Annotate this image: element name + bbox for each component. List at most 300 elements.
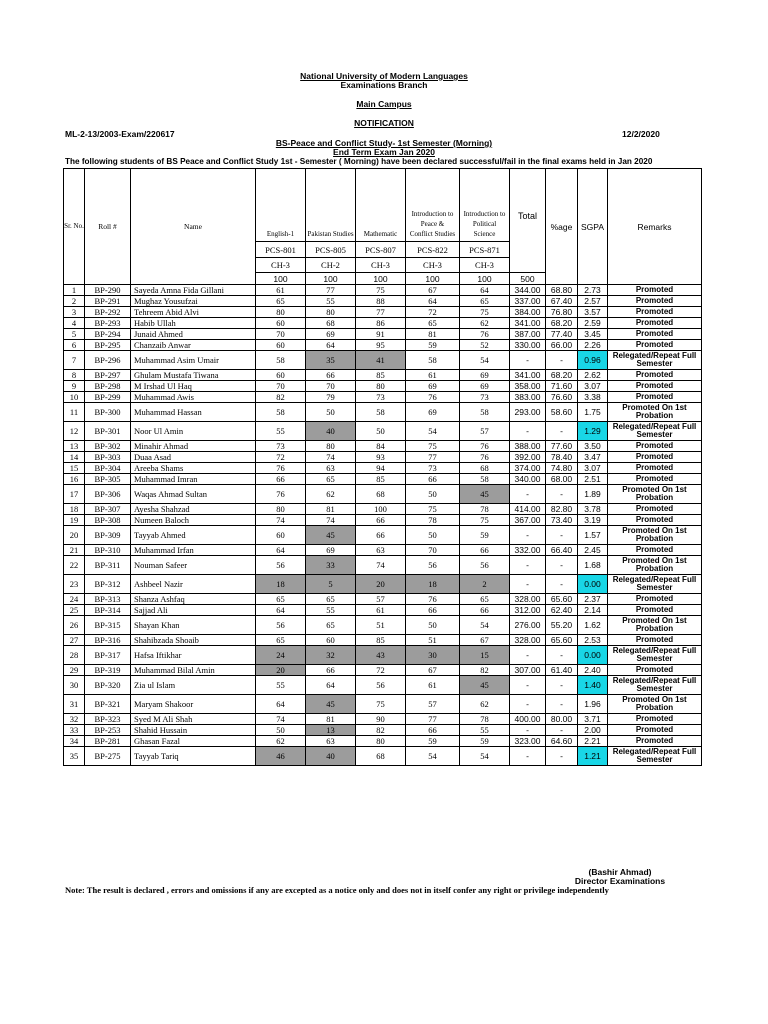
row-subject-mark: 75	[356, 285, 406, 296]
row-sgpa: 1.96	[578, 695, 608, 714]
row-total: 328.00	[510, 635, 546, 646]
row-sr-no: 12	[64, 422, 85, 441]
row-total: -	[510, 485, 546, 504]
row-subject-mark: 76	[256, 485, 306, 504]
row-percentage: 68.00	[546, 474, 578, 485]
row-subject-mark: 58	[460, 474, 510, 485]
row-subject-mark: 66	[460, 605, 510, 616]
row-subject-mark: 84	[356, 441, 406, 452]
row-total: 374.00	[510, 463, 546, 474]
row-percentage: 76.80	[546, 307, 578, 318]
col-header-subject-5: Introduction to Political Science	[460, 169, 510, 242]
row-subject-mark: 58	[406, 351, 460, 370]
row-remarks: Promoted	[608, 736, 702, 747]
row-remarks: Promoted	[608, 441, 702, 452]
row-student-name: Muhammad Imran	[131, 474, 256, 485]
row-roll-number: BP-311	[85, 556, 131, 575]
row-sgpa: 2.57	[578, 296, 608, 307]
university-title: National University of Modern Languages	[300, 71, 468, 81]
row-sr-no: 30	[64, 676, 85, 695]
subject-credit-hours: CH-3	[406, 258, 460, 273]
row-subject-mark: 67	[406, 665, 460, 676]
row-remarks: Promoted On 1st Probation	[608, 485, 702, 504]
row-subject-mark: 74	[256, 714, 306, 725]
row-roll-number: BP-292	[85, 307, 131, 318]
row-remarks: Relegated/Repeat Full Semester	[608, 422, 702, 441]
col-header-subject-4: Introduction to Peace & Conflict Studies	[406, 169, 460, 242]
table-row	[64, 392, 702, 403]
table-row	[64, 515, 702, 526]
row-total: -	[510, 422, 546, 441]
row-roll-number: BP-320	[85, 676, 131, 695]
row-subject-mark: 74	[306, 515, 356, 526]
row-roll-number: BP-314	[85, 605, 131, 616]
row-remarks: Promoted	[608, 340, 702, 351]
row-total: 332.00	[510, 545, 546, 556]
row-student-name: Minahir Ahmad	[131, 441, 256, 452]
row-sgpa: 2.53	[578, 635, 608, 646]
row-remarks: Promoted	[608, 392, 702, 403]
row-subject-mark: 45	[460, 485, 510, 504]
row-percentage: -	[546, 422, 578, 441]
row-subject-mark: 90	[356, 714, 406, 725]
row-subject-mark: 35	[306, 351, 356, 370]
row-subject-mark: 85	[356, 370, 406, 381]
row-sgpa: 3.71	[578, 714, 608, 725]
row-total: 293.00	[510, 403, 546, 422]
row-subject-mark: 55	[256, 422, 306, 441]
row-subject-mark: 62	[256, 736, 306, 747]
row-student-name: Habib Ullah	[131, 318, 256, 329]
row-subject-mark: 61	[406, 676, 460, 695]
row-subject-mark: 24	[256, 646, 306, 665]
row-subject-mark: 78	[460, 714, 510, 725]
row-roll-number: BP-253	[85, 725, 131, 736]
row-subject-mark: 18	[256, 575, 306, 594]
row-total: 383.00	[510, 392, 546, 403]
row-percentage: 78.40	[546, 452, 578, 463]
row-student-name: Ashbeel Nazir	[131, 575, 256, 594]
row-subject-mark: 65	[460, 296, 510, 307]
row-percentage: 80.00	[546, 714, 578, 725]
row-remarks: Promoted	[608, 515, 702, 526]
subject-credit-hours: CH-2	[306, 258, 356, 273]
row-subject-mark: 62	[306, 485, 356, 504]
row-subject-mark: 76	[460, 441, 510, 452]
row-percentage: 55.20	[546, 616, 578, 635]
col-header-roll: Roll #	[85, 169, 131, 285]
table-row	[64, 318, 702, 329]
row-sr-no: 29	[64, 665, 85, 676]
row-roll-number: BP-306	[85, 485, 131, 504]
row-subject-mark: 70	[256, 381, 306, 392]
table-row	[64, 646, 702, 665]
row-subject-mark: 65	[460, 594, 510, 605]
row-student-name: Shayan Khan	[131, 616, 256, 635]
row-subject-mark: 80	[356, 381, 406, 392]
row-roll-number: BP-309	[85, 526, 131, 545]
row-subject-mark: 74	[306, 452, 356, 463]
row-roll-number: BP-301	[85, 422, 131, 441]
row-remarks: Promoted	[608, 318, 702, 329]
row-roll-number: BP-295	[85, 340, 131, 351]
row-roll-number: BP-281	[85, 736, 131, 747]
row-subject-mark: 60	[256, 318, 306, 329]
row-subject-mark: 61	[356, 605, 406, 616]
signature-title: Director Examinations	[574, 876, 666, 886]
notification-date: 12/2/2020	[622, 129, 660, 139]
row-subject-mark: 52	[460, 340, 510, 351]
row-roll-number: BP-299	[85, 392, 131, 403]
row-subject-mark: 80	[306, 441, 356, 452]
row-subject-mark: 69	[460, 370, 510, 381]
row-subject-mark: 77	[356, 307, 406, 318]
row-subject-mark: 100	[356, 504, 406, 515]
row-student-name: Muhammad Irfan	[131, 545, 256, 556]
table-row	[64, 285, 702, 296]
row-roll-number: BP-323	[85, 714, 131, 725]
row-total: -	[510, 725, 546, 736]
table-row	[64, 403, 702, 422]
row-percentage: -	[546, 351, 578, 370]
row-subject-mark: 77	[406, 452, 460, 463]
row-subject-mark: 50	[356, 422, 406, 441]
row-sr-no: 19	[64, 515, 85, 526]
row-roll-number: BP-319	[85, 665, 131, 676]
row-student-name: Numeen Baloch	[131, 515, 256, 526]
row-subject-mark: 5	[306, 575, 356, 594]
row-total: 388.00	[510, 441, 546, 452]
row-total: 344.00	[510, 285, 546, 296]
row-remarks: Promoted On 1st Probation	[608, 616, 702, 635]
row-roll-number: BP-294	[85, 329, 131, 340]
row-subject-mark: 45	[306, 695, 356, 714]
row-remarks: Promoted	[608, 605, 702, 616]
subject-max-marks: 100	[356, 273, 406, 285]
row-percentage: 66.40	[546, 545, 578, 556]
row-remarks: Promoted	[608, 285, 702, 296]
row-subject-mark: 51	[356, 616, 406, 635]
row-percentage: 68.20	[546, 318, 578, 329]
row-subject-mark: 45	[460, 676, 510, 695]
row-sr-no: 28	[64, 646, 85, 665]
row-subject-mark: 32	[306, 646, 356, 665]
table-row	[64, 485, 702, 504]
row-sr-no: 32	[64, 714, 85, 725]
row-remarks: Promoted	[608, 452, 702, 463]
row-remarks: Relegated/Repeat Full Semester	[608, 676, 702, 695]
row-sgpa: 2.51	[578, 474, 608, 485]
subject-credit-hours: CH-3	[256, 258, 306, 273]
row-sr-no: 14	[64, 452, 85, 463]
row-student-name: Tayyab Tariq	[131, 747, 256, 766]
col-header-total: Total	[510, 169, 546, 273]
row-student-name: M Irshad Ul Haq	[131, 381, 256, 392]
row-subject-mark: 76	[460, 329, 510, 340]
row-subject-mark: 66	[306, 665, 356, 676]
row-remarks: Promoted	[608, 296, 702, 307]
row-sgpa: 3.07	[578, 381, 608, 392]
row-subject-mark: 51	[406, 635, 460, 646]
row-sgpa: 3.07	[578, 463, 608, 474]
row-sgpa: 3.78	[578, 504, 608, 515]
row-sgpa: 2.40	[578, 665, 608, 676]
table-row	[64, 452, 702, 463]
row-subject-mark: 85	[356, 635, 406, 646]
table-row	[64, 296, 702, 307]
row-roll-number: BP-300	[85, 403, 131, 422]
row-remarks: Promoted	[608, 504, 702, 515]
row-subject-mark: 67	[460, 635, 510, 646]
row-subject-mark: 60	[256, 526, 306, 545]
row-subject-mark: 76	[460, 452, 510, 463]
table-row	[64, 616, 702, 635]
row-subject-mark: 50	[256, 725, 306, 736]
table-row	[64, 381, 702, 392]
row-subject-mark: 40	[306, 747, 356, 766]
table-row	[64, 370, 702, 381]
col-header-sgpa: SGPA	[578, 169, 608, 285]
row-subject-mark: 69	[460, 381, 510, 392]
row-subject-mark: 72	[256, 452, 306, 463]
table-row	[64, 329, 702, 340]
row-student-name: Shahibzada Shoaib	[131, 635, 256, 646]
row-percentage: 77.60	[546, 441, 578, 452]
row-subject-mark: 75	[406, 504, 460, 515]
row-student-name: Noor Ul Amin	[131, 422, 256, 441]
row-sr-no: 18	[64, 504, 85, 515]
row-sr-no: 34	[64, 736, 85, 747]
row-remarks: Relegated/Repeat Full Semester	[608, 351, 702, 370]
row-subject-mark: 75	[406, 441, 460, 452]
row-total: 400.00	[510, 714, 546, 725]
col-header-name: Name	[131, 169, 256, 285]
row-total: 330.00	[510, 340, 546, 351]
row-subject-mark: 80	[256, 307, 306, 318]
row-sr-no: 8	[64, 370, 85, 381]
row-subject-mark: 43	[356, 646, 406, 665]
row-sgpa: 2.73	[578, 285, 608, 296]
row-subject-mark: 63	[356, 545, 406, 556]
row-subject-mark: 70	[406, 545, 460, 556]
table-row	[64, 605, 702, 616]
row-remarks: Promoted On 1st Probation	[608, 556, 702, 575]
row-remarks: Promoted	[608, 545, 702, 556]
row-sgpa: 3.47	[578, 452, 608, 463]
row-roll-number: BP-310	[85, 545, 131, 556]
row-subject-mark: 86	[356, 318, 406, 329]
row-total: -	[510, 646, 546, 665]
subject-code: PCS-871	[460, 242, 510, 258]
row-subject-mark: 65	[256, 635, 306, 646]
row-sr-no: 2	[64, 296, 85, 307]
row-sgpa: 2.14	[578, 605, 608, 616]
row-roll-number: BP-305	[85, 474, 131, 485]
row-subject-mark: 2	[460, 575, 510, 594]
row-subject-mark: 81	[406, 329, 460, 340]
row-student-name: Shanza Ashfaq	[131, 594, 256, 605]
row-sr-no: 22	[64, 556, 85, 575]
row-percentage: -	[546, 575, 578, 594]
row-percentage: 77.40	[546, 329, 578, 340]
row-student-name: Junaid Ahmed	[131, 329, 256, 340]
row-subject-mark: 58	[356, 403, 406, 422]
row-percentage: 68.80	[546, 285, 578, 296]
row-student-name: Chanzaib Anwar	[131, 340, 256, 351]
row-subject-mark: 64	[256, 695, 306, 714]
row-subject-mark: 73	[356, 392, 406, 403]
row-subject-mark: 81	[306, 714, 356, 725]
row-sr-no: 9	[64, 381, 85, 392]
row-sgpa: 3.45	[578, 329, 608, 340]
table-row	[64, 676, 702, 695]
row-sgpa: 1.57	[578, 526, 608, 545]
row-subject-mark: 77	[406, 714, 460, 725]
row-student-name: Tehreem Abid Alvi	[131, 307, 256, 318]
row-sgpa: 1.89	[578, 485, 608, 504]
row-sr-no: 13	[64, 441, 85, 452]
row-subject-mark: 55	[306, 605, 356, 616]
row-subject-mark: 88	[356, 296, 406, 307]
row-total: 328.00	[510, 594, 546, 605]
row-remarks: Promoted	[608, 381, 702, 392]
table-row	[64, 545, 702, 556]
row-subject-mark: 65	[306, 594, 356, 605]
row-subject-mark: 66	[406, 474, 460, 485]
row-subject-mark: 93	[356, 452, 406, 463]
row-subject-mark: 68	[460, 463, 510, 474]
row-subject-mark: 20	[256, 665, 306, 676]
row-subject-mark: 69	[306, 329, 356, 340]
row-subject-mark: 72	[356, 665, 406, 676]
row-remarks: Promoted	[608, 463, 702, 474]
row-roll-number: BP-315	[85, 616, 131, 635]
row-sgpa: 2.45	[578, 545, 608, 556]
row-total: 276.00	[510, 616, 546, 635]
row-sr-no: 7	[64, 351, 85, 370]
table-row	[64, 504, 702, 515]
row-subject-mark: 78	[460, 504, 510, 515]
row-student-name: Muhammad Awis	[131, 392, 256, 403]
row-roll-number: BP-298	[85, 381, 131, 392]
row-roll-number: BP-321	[85, 695, 131, 714]
row-subject-mark: 66	[306, 370, 356, 381]
row-percentage: -	[546, 646, 578, 665]
row-subject-mark: 56	[256, 616, 306, 635]
signature-name: (Bashir Ahmad)	[588, 867, 652, 877]
row-subject-mark: 15	[460, 646, 510, 665]
row-sgpa: 2.37	[578, 594, 608, 605]
row-subject-mark: 18	[406, 575, 460, 594]
row-roll-number: BP-297	[85, 370, 131, 381]
total-max-marks: 500	[510, 273, 546, 285]
row-sr-no: 27	[64, 635, 85, 646]
row-subject-mark: 70	[306, 381, 356, 392]
row-subject-mark: 57	[460, 422, 510, 441]
row-sr-no: 33	[64, 725, 85, 736]
row-student-name: Nouman Safeer	[131, 556, 256, 575]
row-sr-no: 35	[64, 747, 85, 766]
row-subject-mark: 56	[356, 676, 406, 695]
table-row	[64, 340, 702, 351]
subject-code: PCS-805	[306, 242, 356, 258]
results-table-body	[64, 169, 702, 766]
row-percentage: -	[546, 526, 578, 545]
row-subject-mark: 30	[406, 646, 460, 665]
row-percentage: 58.60	[546, 403, 578, 422]
row-subject-mark: 75	[356, 695, 406, 714]
row-sgpa: 3.38	[578, 392, 608, 403]
table-row	[64, 594, 702, 605]
notification-title: NOTIFICATION	[354, 118, 414, 128]
row-remarks: Relegated/Repeat Full Semester	[608, 747, 702, 766]
table-row	[64, 575, 702, 594]
row-student-name: Duaa Asad	[131, 452, 256, 463]
row-subject-mark: 66	[356, 515, 406, 526]
row-subject-mark: 68	[356, 485, 406, 504]
row-sgpa: 2.59	[578, 318, 608, 329]
row-percentage: -	[546, 695, 578, 714]
row-subject-mark: 62	[460, 318, 510, 329]
row-subject-mark: 65	[256, 296, 306, 307]
row-subject-mark: 94	[356, 463, 406, 474]
row-sr-no: 26	[64, 616, 85, 635]
row-student-name: Ghasan Fazal	[131, 736, 256, 747]
table-row	[64, 725, 702, 736]
disclaimer-note: Note: The result is declared , errors and omissions if any are excepted as a notice only and does not in itself confer any right or privilege independently	[65, 885, 609, 895]
row-subject-mark: 76	[406, 392, 460, 403]
row-remarks: Promoted	[608, 725, 702, 736]
reference-number: ML-2-13/2003-Exam/220617	[65, 129, 175, 139]
row-total: -	[510, 575, 546, 594]
row-subject-mark: 79	[306, 392, 356, 403]
col-header-remarks: Remarks	[608, 169, 702, 285]
row-subject-mark: 54	[460, 616, 510, 635]
row-roll-number: BP-296	[85, 351, 131, 370]
row-student-name: Tayyab Ahmed	[131, 526, 256, 545]
row-remarks: Promoted	[608, 635, 702, 646]
row-subject-mark: 65	[306, 474, 356, 485]
row-remarks: Relegated/Repeat Full Semester	[608, 646, 702, 665]
table-row	[64, 747, 702, 766]
row-subject-mark: 33	[306, 556, 356, 575]
row-sr-no: 21	[64, 545, 85, 556]
campus-title: Main Campus	[356, 99, 412, 109]
table-row	[64, 422, 702, 441]
subject-max-marks: 100	[306, 273, 356, 285]
row-sr-no: 4	[64, 318, 85, 329]
row-subject-mark: 60	[306, 635, 356, 646]
table-row	[64, 307, 702, 318]
row-subject-mark: 57	[356, 594, 406, 605]
row-subject-mark: 77	[306, 285, 356, 296]
row-subject-mark: 80	[356, 736, 406, 747]
row-total: -	[510, 676, 546, 695]
row-student-name: Shahid Hussain	[131, 725, 256, 736]
row-subject-mark: 80	[306, 307, 356, 318]
table-row	[64, 463, 702, 474]
row-total: -	[510, 556, 546, 575]
row-subject-mark: 65	[256, 594, 306, 605]
subject-code: PCS-801	[256, 242, 306, 258]
row-roll-number: BP-291	[85, 296, 131, 307]
table-row	[64, 635, 702, 646]
row-subject-mark: 56	[256, 556, 306, 575]
row-subject-mark: 50	[406, 526, 460, 545]
row-subject-mark: 61	[406, 370, 460, 381]
row-total: 358.00	[510, 381, 546, 392]
row-subject-mark: 61	[256, 285, 306, 296]
